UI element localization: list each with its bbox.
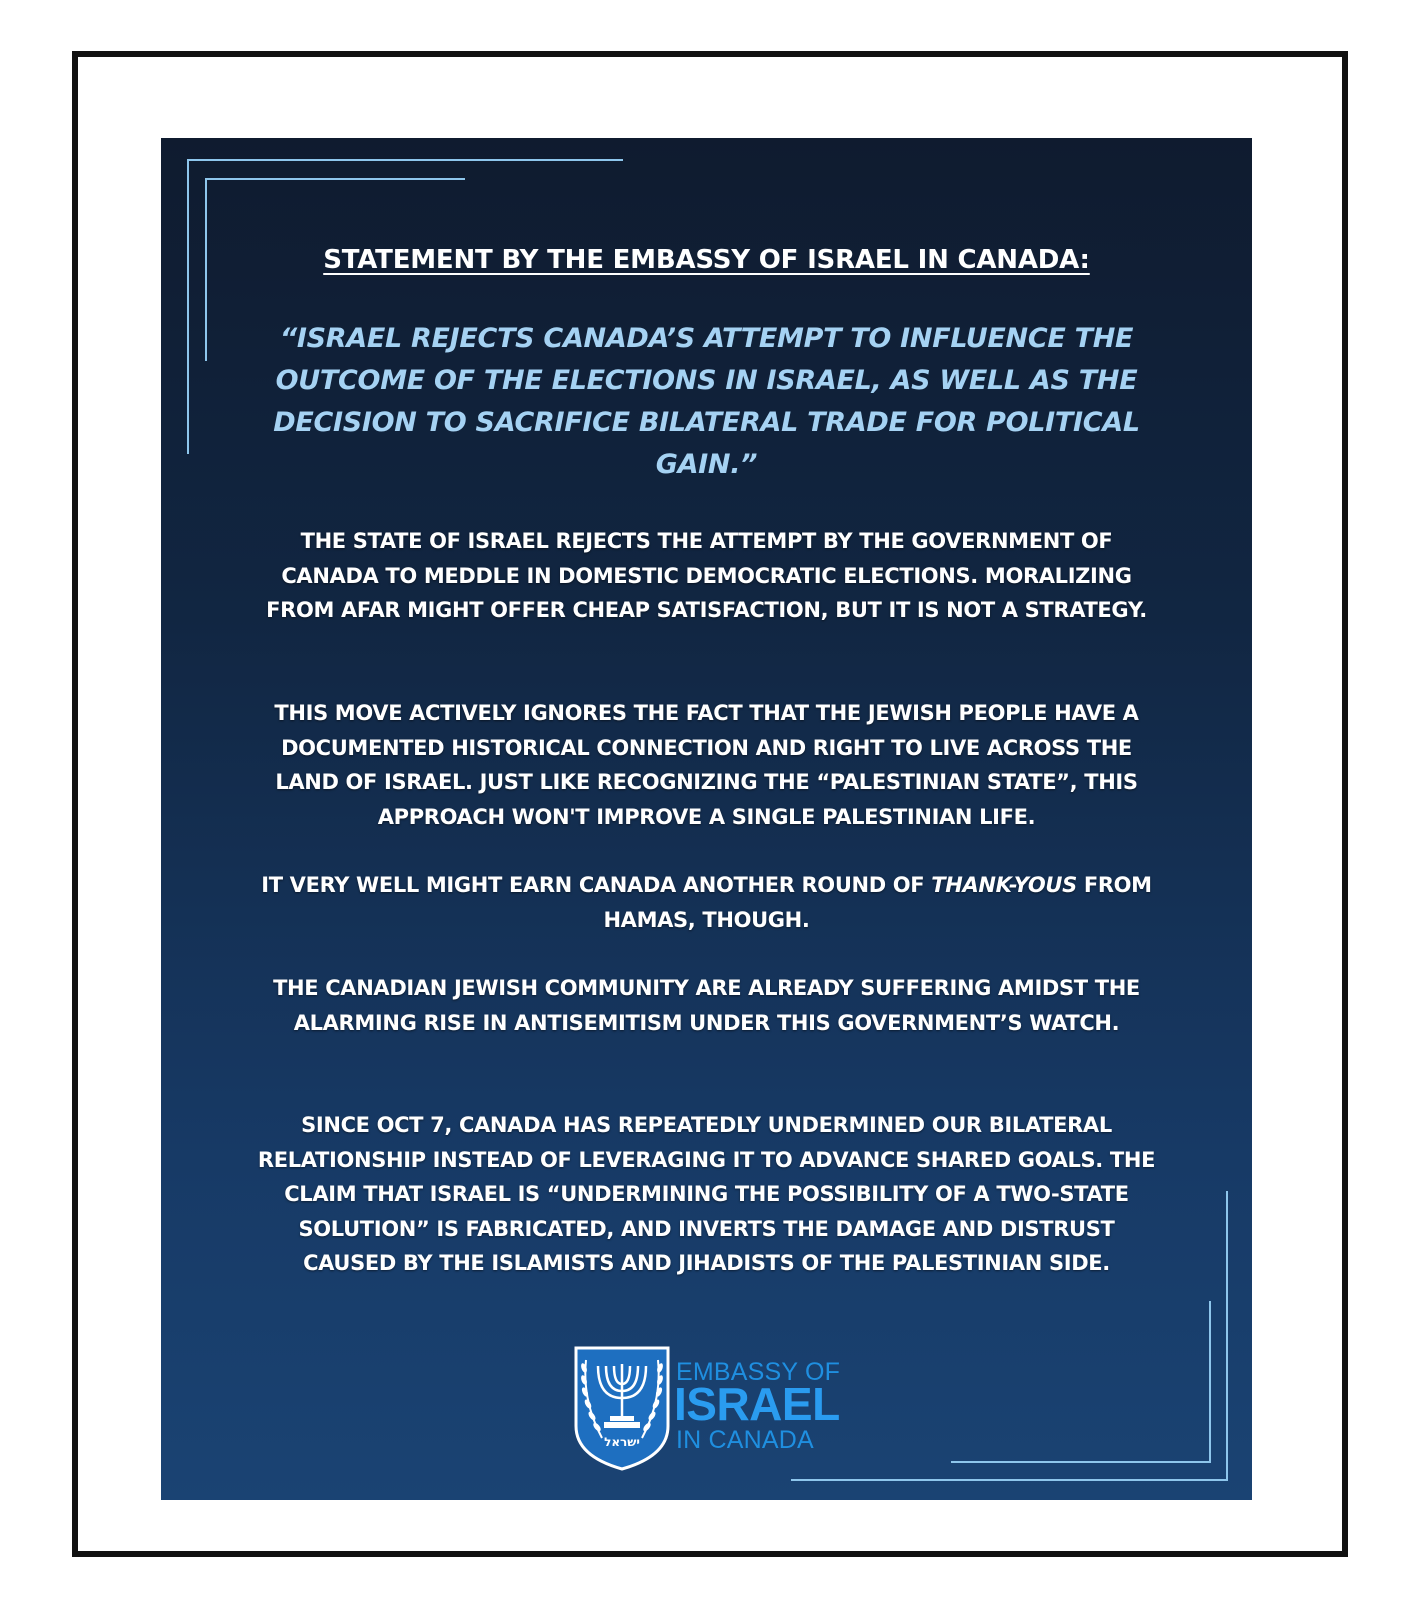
statement-panel (161, 138, 1252, 1500)
logo-embassy-of: EMBASSY OF (676, 1358, 841, 1386)
paragraph-bilateral: SINCE OCT 7, CANADA HAS REPEATEDLY UNDERMINED OUR BILATERAL RELATIONSHIP INSTEAD OF LEVERAGING IT TO ADVANCE SHARED GOALS. THE CLAIM THAT ISRAEL IS “UNDERMINING THE POSSIBILITY OF A TWO-STATE SOLUTION” IS FABRICATED, AND INVERTS THE DAMAGE AND DISTRUST CAUSED BY THE ISLAMISTS AND JIHADISTS OF THE PALESTINIAN SIDE. (257, 1113, 1156, 1275)
pull-quote: “ISRAEL REJECTS CANADA’S ATTEMPT TO INFLUENCE THE OUTCOME OF THE ELECTIONS IN ISRAEL, AS WELL AS THE DECISION TO SACRIFICE BILATERAL TRADE FOR POLITICAL GAIN.” (273, 323, 1140, 480)
corner-line-bottom-outer (791, 1479, 1228, 1481)
paragraph-hamas-part2: FROM HAMAS, THOUGH. (603, 873, 1152, 932)
paragraph-hamas-emphasis: THANK-YOUS (931, 873, 1077, 897)
paragraph-meddling: THE STATE OF ISRAEL REJECTS THE ATTEMPT BY THE GOVERNMENT OF CANADA TO MEDDLE IN DOMESTIC DEMOCRATIC ELECTIONS. MORALIZING FROM AFAR MIGHT OFFER CHEAP SATISFACTION, BUT IT IS NOT A STRATEGY. (266, 529, 1147, 622)
corner-line-top-inner (205, 178, 465, 180)
paragraph-hamas-part1: IT VERY WELL MIGHT EARN CANADA ANOTHER ROUND OF (261, 873, 932, 897)
corner-line-right-outer (1226, 1191, 1228, 1481)
corner-line-right-inner (1209, 1301, 1211, 1463)
paragraph-hamas (256, 868, 1157, 937)
corner-line-left-outer (187, 159, 189, 454)
corner-line-top-outer (187, 159, 623, 161)
logo-israel: ISRAEL (674, 1378, 840, 1430)
corner-line-bottom-inner (951, 1461, 1211, 1463)
emblem-text: ישראל (604, 1435, 640, 1449)
menorah-emblem-icon (572, 1346, 672, 1471)
embassy-logo (572, 1346, 842, 1471)
paragraph-community: THE CANADIAN JEWISH COMMUNITY ARE ALREADY SUFFERING AMIDST THE ALARMING RISE IN ANTISEMITISM UNDER THIS GOVERNMENT’S WATCH. (273, 976, 1140, 1035)
paragraph-historical-connection: THIS MOVE ACTIVELY IGNORES THE FACT THAT THE JEWISH PEOPLE HAVE A DOCUMENTED HISTORICAL CONNECTION AND RIGHT TO LIVE ACROSS THE LAND OF ISRAEL. JUST LIKE RECOGNIZING THE “PALESTINIAN STATE”, THIS APPROACH WON'T IMPROVE A SINGLE PALESTINIAN LIFE. (274, 701, 1139, 829)
statement-heading: STATEMENT BY THE EMBASSY OF ISRAEL IN CANADA: (323, 245, 1090, 275)
logo-in-canada: IN CANADA (676, 1426, 814, 1454)
